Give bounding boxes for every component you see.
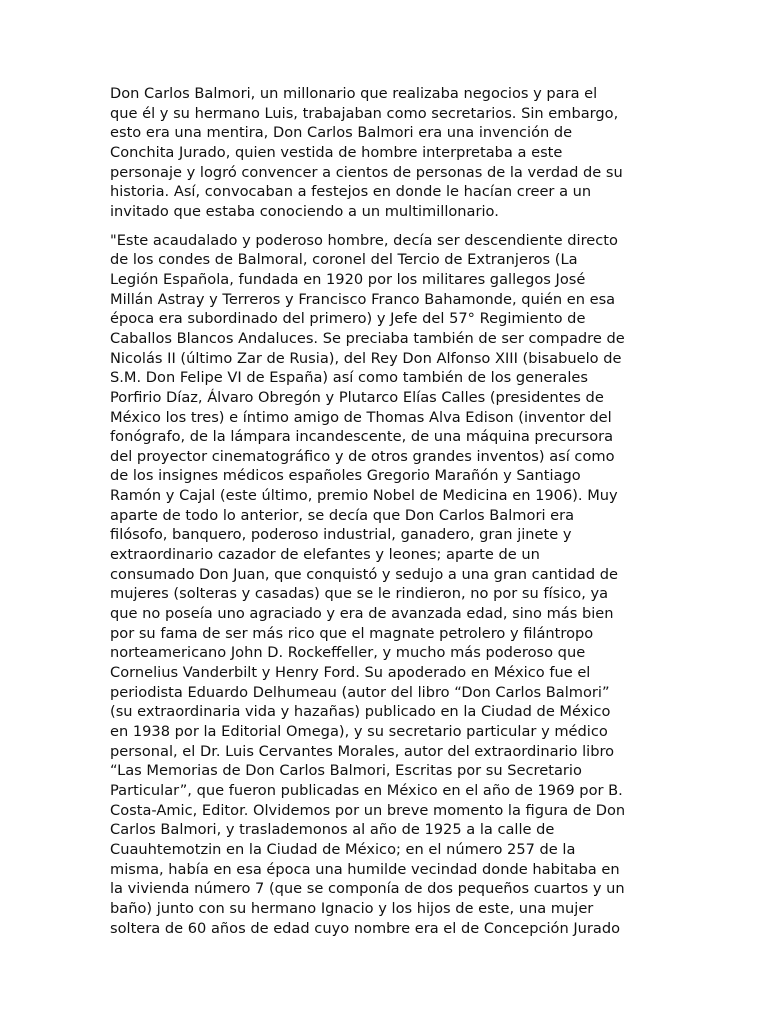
paragraph-line: (su extraordinaria vida y hazañas) publicado en la Ciudad de México (110, 703, 611, 721)
paragraph-line: S.M. Don Felipe VI de España) así como también de los generales (110, 369, 588, 387)
paragraph-line: por su fama de ser más rico que el magnate petrolero y filántropo (110, 624, 594, 642)
paragraph-line: Cuauhtemotzin en la Ciudad de México; en el número 257 de la (110, 840, 576, 858)
paragraph-line: mujeres (solteras y casadas) que se le rindieron, no por su físico, ya (110, 585, 609, 603)
paragraph-line: extraordinario cazador de elefantes y leones; aparte de un (110, 546, 540, 564)
paragraph-line: consumado Don Juan, que conquistó y sedujo a una gran cantidad de (110, 565, 619, 583)
paragraph-line: Nicolás II (último Zar de Rusia), del Rey Don Alfonso XIII (bisabuelo de (110, 349, 622, 367)
paragraph-line: en 1938 por la Editorial Omega), y su secretario particular y médico (110, 723, 608, 740)
paragraph-line: que no poseía uno agraciado y era de avanzada edad, sino más bien (110, 605, 614, 623)
paragraph-line: historia. Así, convocaban a festejos en donde le hacían creer a un (110, 183, 592, 201)
paragraph-line: Costa-Amic, Editor. Olvidemos por un breve momento la figura de Don (110, 801, 626, 819)
paragraph-line: Legión Española, fundada en 1920 por los militares gallegos José (110, 270, 586, 288)
paragraph-line: Millán Astray y Terreros y Francisco Franco Bahamonde, quién en esa (110, 290, 616, 308)
paragraph-line: “Las Memorias de Don Carlos Balmori, Escritas por su Secretario (110, 762, 582, 780)
paragraph-line: del proyector cinematográfico y de otros grandes inventos) así como (110, 447, 615, 465)
paragraph-line: Porfirio Díaz, Álvaro Obregón y Plutarco Elías Calles (presidentes de (110, 388, 604, 406)
paragraph-line: Ramón y Cajal (este último, premio Nobel de Medicina en 1906). Muy (110, 487, 618, 505)
paragraph-line: fonógrafo, de la lámpara incandescente, de una máquina precursora (110, 428, 614, 446)
paragraph-line: baño) junto con su hermano Ignacio y los hijos de este, una mujer (110, 899, 594, 917)
paragraph-line: filósofo, banquero, poderoso industrial, ganadero, gran jinete y (110, 526, 572, 544)
paragraph-line: misma, había en esa época una humilde vecindad donde habitaba en (110, 860, 620, 878)
paragraph-line: la vivienda número 7 (que se componía de dos pequeños cuartos y un (110, 880, 625, 898)
paragraph-line: aparte de todo lo anterior, se decía que Don Carlos Balmori era (110, 506, 575, 524)
paragraph-line: Conchita Jurado, quien vestida de hombre interpretaba a este (110, 143, 563, 161)
paragraph-line: soltera de 60 años de edad cuyo nombre era el de Concepción Jurado (110, 919, 621, 937)
paragraph-line: Carlos Balmori, y traslademonos al año de 1925 a la calle de (110, 821, 555, 839)
paragraph-line: "Este acaudalado y poderoso hombre, decía ser descendiente directo (110, 231, 618, 249)
paragraph-line: esto era una mentira, Don Carlos Balmori era una invención de (110, 124, 573, 142)
paragraph-line: época era subordinado del primero) y Jefe del 57° Regimiento de (110, 310, 586, 328)
document-body (110, 84, 658, 947)
paragraph-line: personaje y logró convencer a cientos de personas de la verdad de su (110, 163, 623, 181)
paragraph-line: Particular”, que fueron publicadas en México en el año de 1969 por B. (110, 781, 623, 799)
paragraph-1 (110, 84, 658, 222)
paragraph-line: periodista Eduardo Delhumeau (autor del libro “Don Carlos Balmori” (110, 683, 610, 701)
paragraph-line: de los insignes médicos españoles Gregorio Marañón y Santiago (110, 467, 581, 485)
paragraph-2 (110, 231, 658, 939)
paragraph-line: Don Carlos Balmori, un millonario que realizaba negocios y para el (110, 85, 598, 102)
paragraph-line: norteamericano John D. Rockeffeller, y mucho más poderoso que (110, 644, 586, 662)
paragraph-line: México los tres) e íntimo amigo de Thomas Alva Edison (inventor del (110, 408, 612, 426)
paragraph-line: Caballos Blancos Andaluces. Se preciaba también de ser compadre de (110, 329, 625, 347)
paragraph-line: de los condes de Balmoral, coronel del Tercio de Extranjeros (La (110, 251, 578, 269)
paragraph-line: personal, el Dr. Luis Cervantes Morales, autor del extraordinario libro (110, 742, 615, 760)
paragraph-line: Cornelius Vanderbilt y Henry Ford. Su apoderado en México fue el (110, 664, 591, 682)
paragraph-line: invitado que estaba conociendo a un multimillonario. (110, 202, 499, 220)
paragraph-line: que él y su hermano Luis, trabajaban como secretarios. Sin embargo, (110, 104, 619, 122)
